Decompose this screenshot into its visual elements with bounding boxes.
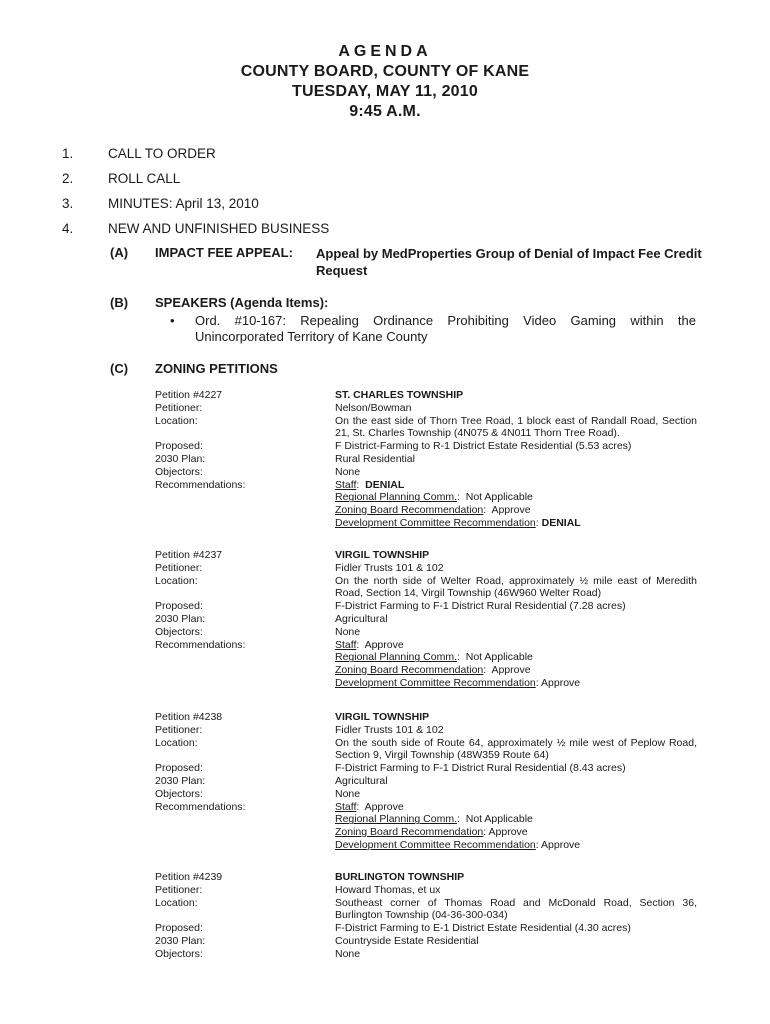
zoning-label: Zoning Board Recommendation xyxy=(335,504,484,517)
location-label: Location: xyxy=(155,736,198,749)
regional-recommendation: Regional Planning Comm.: Not Applicable xyxy=(335,491,533,504)
development-recommendation: Development Committee Recommendation: DENIAL xyxy=(335,516,581,529)
petitioner-value: Howard Thomas, et ux xyxy=(335,883,441,896)
petitioner-label: Petitioner: xyxy=(155,401,203,414)
petition-values xyxy=(335,389,697,530)
meeting-time: 9:45 A.M. xyxy=(349,103,421,120)
plan-value: Agricultural xyxy=(335,612,388,625)
item-text: CALL TO ORDER xyxy=(108,146,216,161)
petition-labels xyxy=(155,389,325,491)
regional-value: Not Applicable xyxy=(465,651,533,664)
development-recommendation: Development Committee Recommendation: Approve xyxy=(335,838,581,851)
development-recommendation: Development Committee Recommendation: Approve xyxy=(335,676,581,689)
zoning-value: Approve xyxy=(491,664,531,677)
bullet-icon: • xyxy=(170,313,175,328)
section-letter: (C) xyxy=(110,361,129,376)
objectors-value: None xyxy=(335,787,361,800)
location-label: Location: xyxy=(155,414,198,427)
petitioner-value: Fidler Trusts 101 & 102 xyxy=(335,723,444,736)
staff-value: DENIAL xyxy=(365,478,405,491)
plan-value: Agricultural xyxy=(335,774,388,787)
board-name: COUNTY BOARD, COUNTY OF KANE xyxy=(240,63,530,80)
dev-value: Approve xyxy=(541,838,581,851)
petitioner-label: Petitioner: xyxy=(155,883,203,896)
section-heading: IMPACT FEE APPEAL: xyxy=(155,245,293,260)
speaker-entry xyxy=(170,313,696,345)
petition-number: Petition #4227 xyxy=(155,389,223,401)
proposed-label: Proposed: xyxy=(155,600,203,613)
petition-values xyxy=(335,871,697,961)
regional-value: Not Applicable xyxy=(465,813,533,826)
staff-value: Approve xyxy=(364,638,404,651)
location-value: On the east side of Thorn Tree Road, 1 block east of Randall Road, Section 21, St. Charles Township (4N075 & 4N011 Thorn Tree Road). xyxy=(335,414,697,440)
objectors-label: Objectors: xyxy=(155,947,203,960)
zoning-recommendation: Zoning Board Recommendation: Approve xyxy=(335,664,531,677)
plan-value: Rural Residential xyxy=(335,452,415,465)
petitioner-label: Petitioner: xyxy=(155,561,203,574)
speaker-text: Ord. #10-167: Repealing Ordinance Prohibiting Video Gaming within the Unincorporated Territory of Kane County xyxy=(195,313,696,344)
zoning-recommendation: Zoning Board Recommendation: Approve xyxy=(335,504,531,517)
location-value: On the north side of Welter Road, approximately ½ mile east of Meredith Road, Section 14, Virgil Township (46W960 Welter Road) xyxy=(335,574,697,600)
petition-labels xyxy=(155,549,325,651)
objectors-label: Objectors: xyxy=(155,787,203,800)
zoning-recommendation: Zoning Board Recommendation: Approve xyxy=(335,826,528,839)
staff-label: Staff xyxy=(335,800,357,813)
staff-label: Staff xyxy=(335,478,357,491)
petition-values xyxy=(335,549,697,690)
dev-label: Development Committee Recommendation xyxy=(335,516,536,529)
staff-recommendation: Staff: Approve xyxy=(335,800,404,813)
objectors-value: None xyxy=(335,947,361,960)
location-label: Location: xyxy=(155,896,198,909)
item-number: 4. xyxy=(62,221,74,236)
item-number: 1. xyxy=(62,146,74,161)
zoning-value: Approve xyxy=(488,826,528,839)
dev-value: DENIAL xyxy=(541,516,581,529)
objectors-value: None xyxy=(335,625,361,638)
agenda-item xyxy=(0,146,770,166)
staff-value: Approve xyxy=(364,800,404,813)
agenda-title: AGENDA xyxy=(338,43,432,60)
appeal-text: Appeal by MedProperties Group of Denial of Impact Fee Credit Request xyxy=(316,246,702,278)
plan-label: 2030 Plan: xyxy=(155,774,206,787)
item-text: ROLL CALL xyxy=(108,171,181,186)
plan-label: 2030 Plan: xyxy=(155,612,206,625)
petition-number: Petition #4239 xyxy=(155,871,223,883)
section-heading: ZONING PETITIONS xyxy=(155,361,278,376)
meeting-date: TUESDAY, MAY 11, 2010 xyxy=(292,83,478,100)
zoning-value: Approve xyxy=(491,504,531,517)
petition-number: Petition #4238 xyxy=(155,711,223,723)
regional-label: Regional Planning Comm. xyxy=(335,813,457,826)
objectors-value: None xyxy=(335,465,361,478)
township: VIRGIL TOWNSHIP xyxy=(335,549,430,561)
petitioner-label: Petitioner: xyxy=(155,723,203,736)
regional-recommendation: Regional Planning Comm.: Not Applicable xyxy=(335,813,533,826)
petition-labels xyxy=(155,711,325,813)
agenda-item xyxy=(0,196,770,216)
township: ST. CHARLES TOWNSHIP xyxy=(335,389,464,401)
location-value: On the south side of Route 64, approximately ½ mile west of Peplow Road, Section 9, Virgil Township (48W359 Route 64) xyxy=(335,736,697,762)
plan-label: 2030 Plan: xyxy=(155,452,206,465)
item-text: MINUTES: April 13, 2010 xyxy=(108,196,259,211)
zoning-label: Zoning Board Recommendation xyxy=(335,664,484,677)
recommendations-label: Recommendations: xyxy=(155,638,246,651)
dev-value: Approve xyxy=(541,676,581,689)
township: VIRGIL TOWNSHIP xyxy=(335,711,430,723)
dev-label: Development Committee Recommendation xyxy=(335,838,536,851)
location-value: Southeast corner of Thomas Road and McDonald Road, Section 36, Burlington Township (04-36-300-034) xyxy=(335,896,697,922)
proposed-value: F-District Farming to E-1 District Estate Residential (4.30 acres) xyxy=(335,922,631,935)
proposed-value: F-District Farming to F-1 District Rural Residential (7.28 acres) xyxy=(335,600,626,613)
petition-labels xyxy=(155,871,325,961)
agenda-item xyxy=(0,171,770,191)
agenda-item xyxy=(0,221,770,241)
zoning-label: Zoning Board Recommendation xyxy=(335,826,484,839)
regional-label: Regional Planning Comm. xyxy=(335,651,457,664)
agenda-header xyxy=(0,42,770,122)
item-number: 2. xyxy=(62,171,74,186)
petitioner-value: Nelson/Bowman xyxy=(335,401,412,414)
dev-label: Development Committee Recommendation xyxy=(335,676,536,689)
proposed-label: Proposed: xyxy=(155,762,203,775)
staff-recommendation: Staff: Approve xyxy=(335,638,404,651)
regional-value: Not Applicable xyxy=(465,491,533,504)
petition-number: Petition #4237 xyxy=(155,549,223,561)
proposed-value: F-District Farming to F-1 District Rural Residential (8.43 acres) xyxy=(335,762,626,775)
item-text: NEW AND UNFINISHED BUSINESS xyxy=(108,221,330,236)
proposed-label: Proposed: xyxy=(155,440,203,453)
recommendations-label: Recommendations: xyxy=(155,800,246,813)
staff-recommendation: Staff: DENIAL xyxy=(335,478,405,491)
objectors-label: Objectors: xyxy=(155,465,203,478)
section-heading: SPEAKERS (Agenda Items): xyxy=(155,295,329,310)
location-label: Location: xyxy=(155,574,198,587)
item-number: 3. xyxy=(62,196,74,211)
plan-label: 2030 Plan: xyxy=(155,934,206,947)
proposed-value: F District-Farming to R-1 District Estate Residential (5.53 acres) xyxy=(335,440,632,453)
recommendations-label: Recommendations: xyxy=(155,478,246,491)
section-letter: (B) xyxy=(110,295,129,310)
plan-value: Countryside Estate Residential xyxy=(335,934,479,947)
section-letter: (A) xyxy=(110,245,129,260)
objectors-label: Objectors: xyxy=(155,625,203,638)
township: BURLINGTON TOWNSHIP xyxy=(335,871,465,883)
regional-label: Regional Planning Comm. xyxy=(335,491,457,504)
staff-label: Staff xyxy=(335,638,357,651)
proposed-label: Proposed: xyxy=(155,922,203,935)
regional-recommendation: Regional Planning Comm.: Not Applicable xyxy=(335,651,533,664)
petitioner-value: Fidler Trusts 101 & 102 xyxy=(335,561,444,574)
petition-values xyxy=(335,711,697,852)
